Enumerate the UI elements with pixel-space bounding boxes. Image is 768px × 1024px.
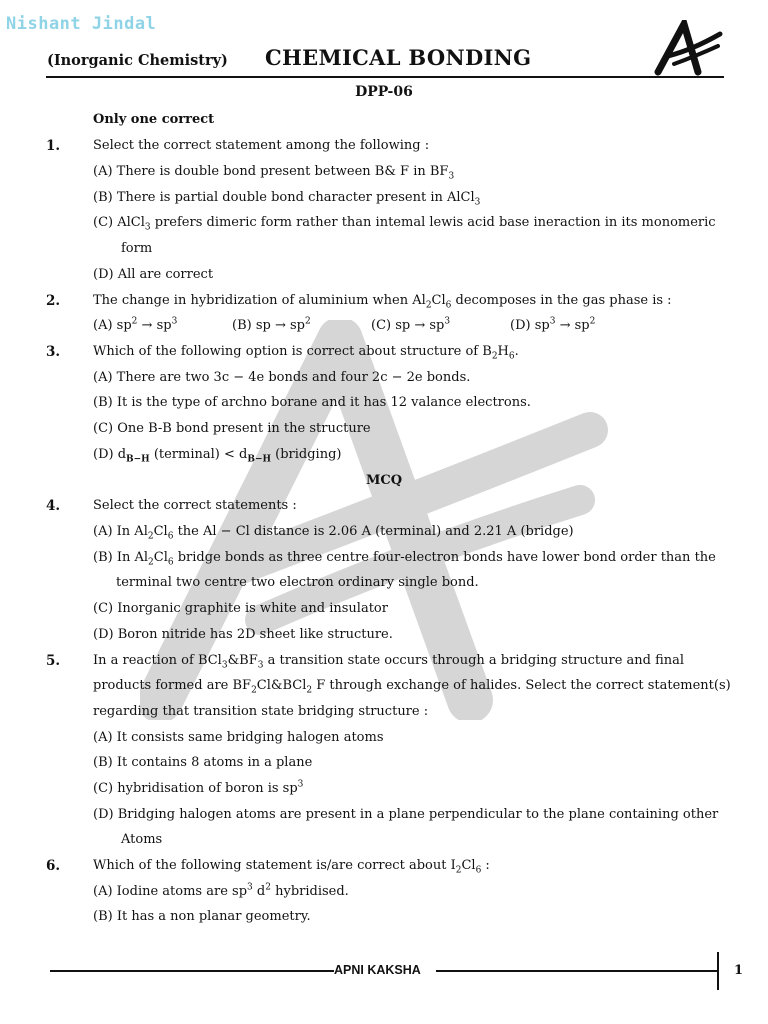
option: (A) There are two 3c − 4e bonds and four 2c − 2e bonds. [93, 370, 471, 385]
footer-vertical-bar [717, 952, 719, 990]
question-text: regarding that transition state bridging structure : [93, 704, 429, 719]
option: (A) Iodine atoms are $sp^3$ $d^2$ hybridised. [93, 882, 349, 899]
option: (D) $sp^3 \to sp^2$ [510, 316, 596, 333]
option-continued: Atoms [121, 832, 163, 847]
question-number: 5. [46, 653, 61, 669]
option: (C) sp → $sp^3$ [371, 316, 451, 333]
question-text: Select the correct statements : [93, 498, 297, 513]
option: (B) There is partial double bond character present in AlCl$_3$ [93, 190, 481, 208]
option: (A) There is double bond present between B& F in $BF_3$ [93, 164, 455, 182]
page-title: CHEMICAL BONDING [265, 45, 532, 70]
question-text: Select the correct statement among the following : [93, 138, 430, 153]
question-number: 4. [46, 498, 61, 514]
apni-kaksha-logo-icon [652, 20, 724, 76]
question-number: 3. [46, 344, 61, 360]
option: (B) It contains 8 atoms in a plane [93, 755, 313, 770]
option: (A) It consists same bridging halogen atoms [93, 730, 384, 745]
option: (C) hybridisation of boron is $sp^3$ [93, 779, 304, 796]
option: (D) Bridging halogen atoms are present in a plane perpendicular to the plane containing other [93, 807, 719, 822]
footer-brand: APNI KAKSHA [334, 963, 421, 977]
question-text: Which of the following option is correct about structure of $B_2H_6$. [93, 344, 519, 362]
question-text: products formed are $BF_2Cl\&BCl_2$ F through exchange of halides. Select the correct statement(s) [93, 678, 731, 696]
option: (B) It is the type of archno borane and it has 12 valance electrons. [93, 395, 531, 410]
question-text: In a reaction of $BCl_3\&BF_3$ a transition state occurs through a bridging structure and final [93, 653, 685, 671]
footer-divider-left [50, 970, 334, 972]
footer-divider-right [436, 970, 718, 972]
option: (D) $d_{B-H}$ (terminal) < $d_{B-H}$ (bridging) [93, 447, 342, 465]
question-number: 6. [46, 858, 61, 874]
option: (D) Boron nitride has 2D sheet like structure. [93, 627, 393, 642]
option: (B) sp → $sp^2$ [232, 316, 311, 333]
option: (B) It has a non planar geometry. [93, 909, 311, 924]
option: (A) $sp^2 \to sp^3$ [93, 316, 178, 333]
option: (D) All are correct [93, 267, 214, 282]
question-number: 1. [46, 138, 61, 154]
author-brand: Nishant Jindal [6, 14, 157, 34]
subject-label: (Inorganic Chemistry) [47, 52, 228, 69]
question-text: The change in hybridization of aluminium when $Al_2Cl_6$ decomposes in the gas phase is : [93, 293, 672, 311]
option: (C) Inorganic graphite is white and insulator [93, 601, 388, 616]
section-heading-mcq: MCQ [365, 473, 403, 488]
option-continued: terminal two centre two electron ordinary single bond. [116, 575, 479, 590]
dpp-label: DPP-06 [355, 84, 413, 100]
header-divider [46, 76, 724, 78]
option: (B) In $Al_2Cl_6$ bridge bonds as three centre four-electron bonds have lower bond order than the [93, 550, 716, 568]
question-text: Which of the following statement is/are correct about $I_2Cl_6$ : [93, 858, 490, 876]
option: (A) In $Al_2Cl_6$ the Al − Cl distance is 2.06 A (terminal) and 2.21 A (bridge) [93, 524, 574, 542]
section-heading-single: Only one correct [93, 112, 215, 127]
option-continued: form [121, 241, 153, 256]
option: (C) One B-B bond present in the structure [93, 421, 371, 436]
option: (C) AlCl$_3$ prefers dimeric form rather than intemal lewis acid base ineraction in its monomeric [93, 215, 716, 233]
question-number: 2. [46, 293, 61, 309]
page-number: 1 [734, 963, 744, 978]
